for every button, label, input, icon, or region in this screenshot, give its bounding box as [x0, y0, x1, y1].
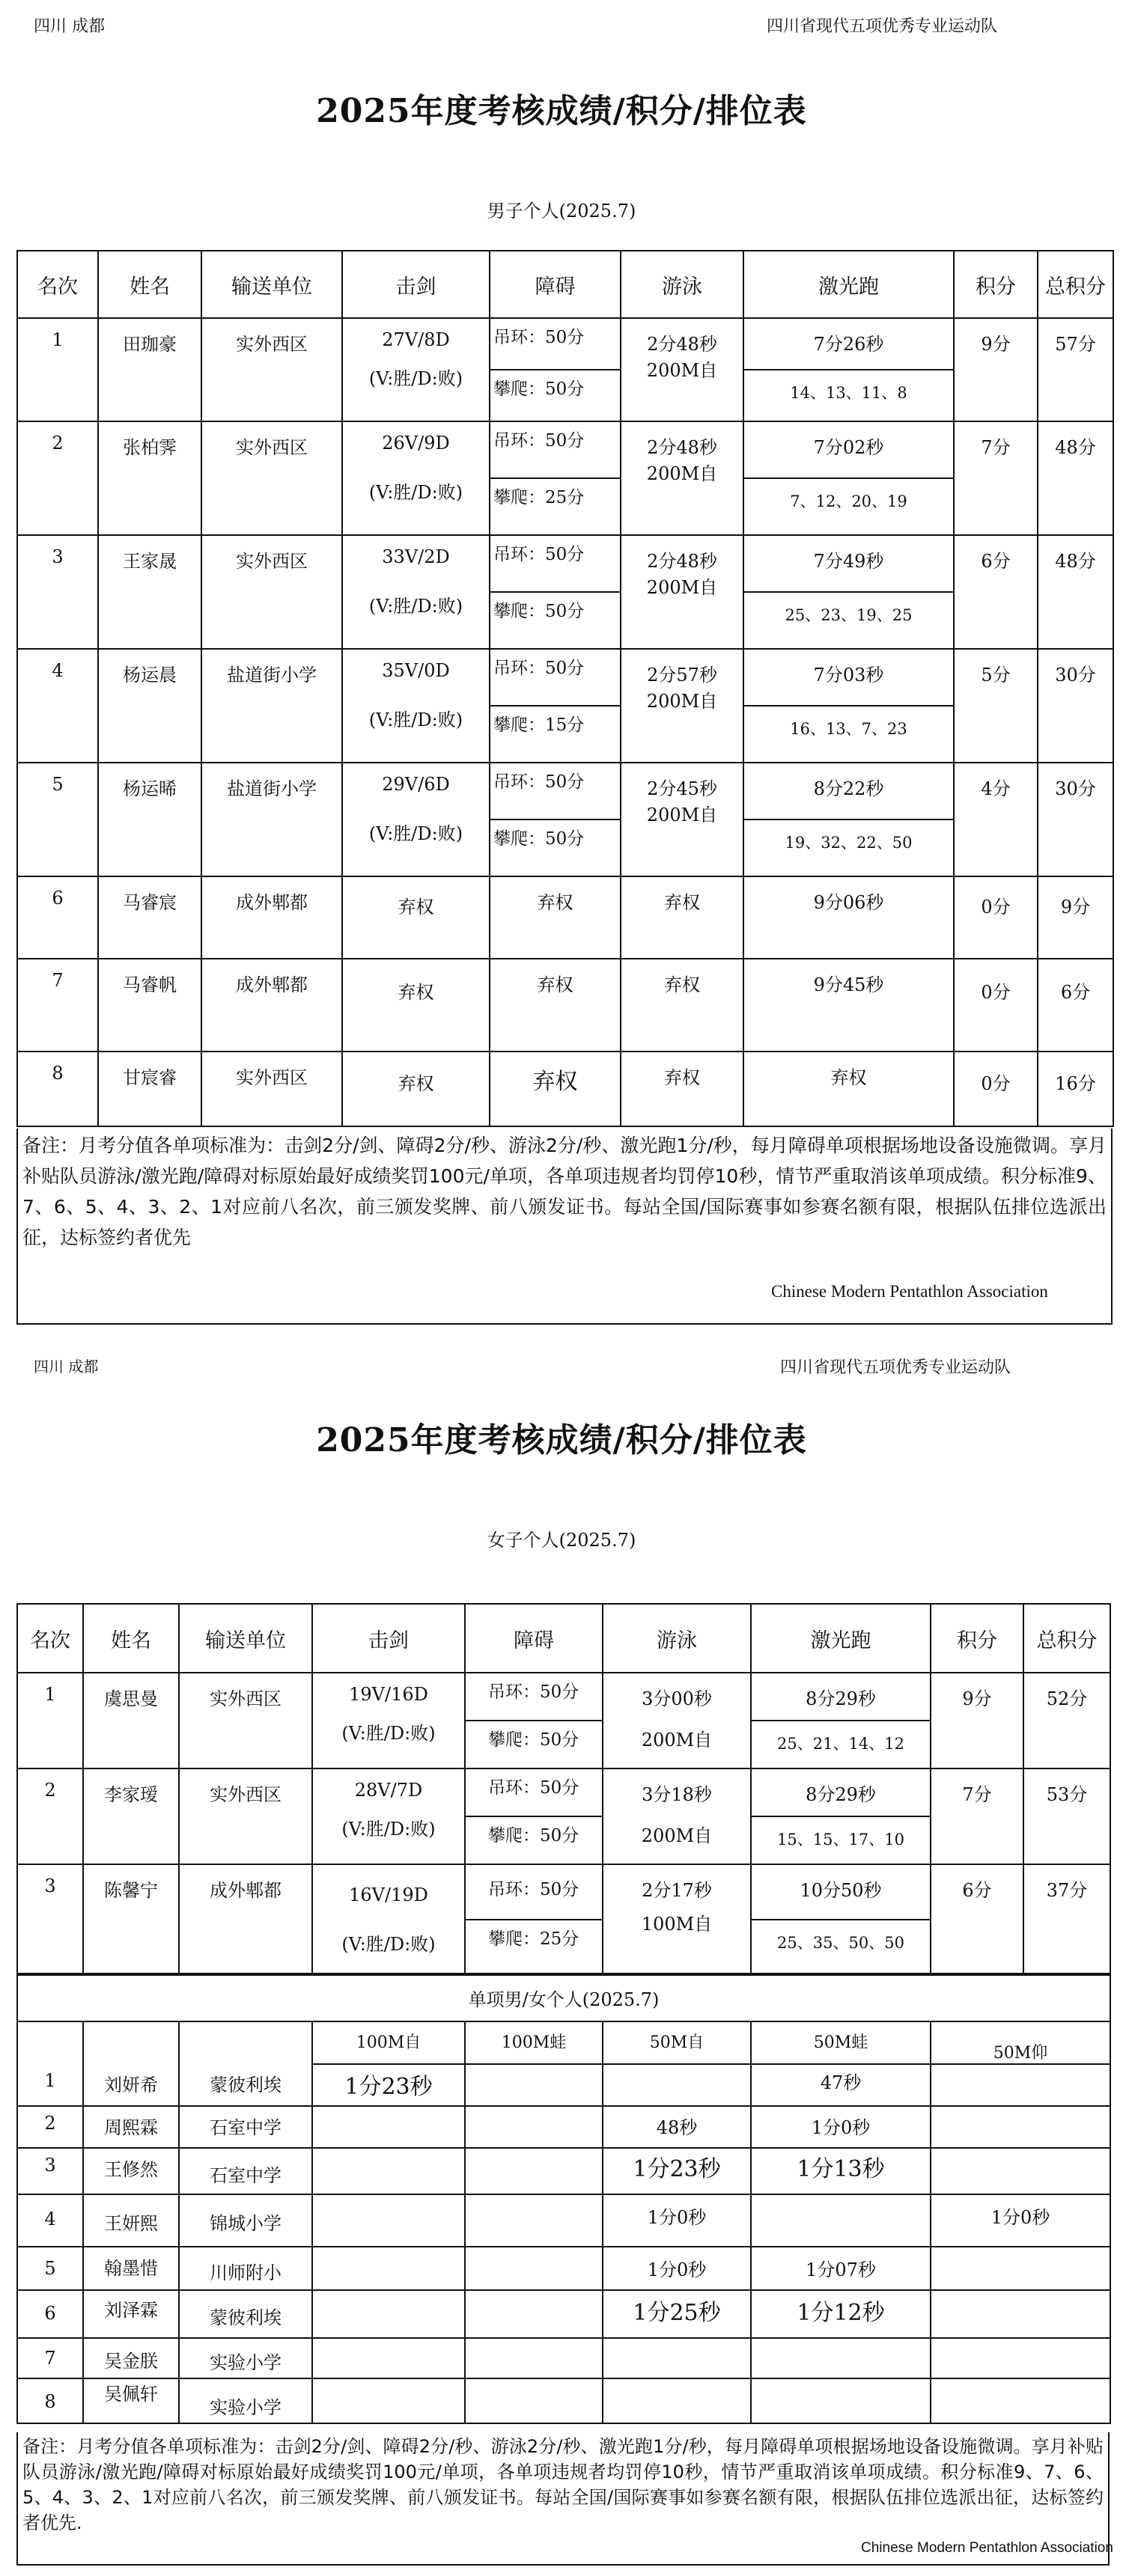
- table-row: [17, 876, 1113, 959]
- name-cell: 张柏霁: [98, 421, 201, 535]
- remarks-text: 备注：月考分值各单项标准为：击剑2分/剑、障碍2分/秒、游泳2分/秒、激光跑1分/秒，每月障碍单项根据场地设备设施微调。享月补贴队员游泳/激光跑/障碍对标原始最好成绩奖罚100元/单项，各单项违规者均罚停10秒，情节严重取消该单项成绩。积分标准9、7、6、5、4、3、2、1对应前八名次，前三颁发奖牌、前八颁发证书。每站全国/国际赛事如参赛名额有限，根据队伍排位选派出征，达标签约者优先.: [22, 2436, 1104, 2533]
- swim-event: 200M自: [646, 805, 718, 825]
- obstacle-rings: 吊环：50分: [490, 535, 621, 592]
- table-row: [17, 1052, 1113, 1126]
- obstacle-cell: 弃权: [490, 959, 621, 1052]
- result-100m-free: [312, 2106, 465, 2148]
- result-100m-breast: [465, 2247, 603, 2290]
- rank-cell: 4: [17, 649, 98, 763]
- obstacle-cell: 弃权: [490, 1052, 621, 1126]
- header-swim: 游泳: [603, 1604, 751, 1673]
- obstacle-climb: 攀爬：25分: [465, 1920, 603, 1975]
- single-section-title: 单项男/女个人(2025.7): [17, 1974, 1110, 2021]
- swim-cell: [603, 1673, 751, 1768]
- fencing-cell: [312, 1768, 465, 1864]
- result-100m-free: [312, 2194, 465, 2247]
- unit-cell: 石室中学: [179, 2148, 312, 2194]
- fencing-cell: [342, 763, 490, 876]
- laser-splits: 25、35、50、50: [751, 1920, 931, 1975]
- result-50m-breast: [751, 2378, 931, 2423]
- fencing-record: 33V/2D: [382, 546, 450, 567]
- swim-time: 3分18秒: [642, 1784, 712, 1805]
- total-cell: 30分: [1038, 763, 1113, 876]
- swim-event: 200M自: [646, 463, 718, 484]
- single-row: [17, 2378, 1110, 2423]
- obstacle-rings: 吊环：50分: [465, 1673, 603, 1721]
- name-cell: 甘宸睿: [98, 1052, 201, 1126]
- total-cell: 52分: [1023, 1673, 1110, 1768]
- name-cell: 王修然: [83, 2148, 179, 2194]
- table-header-row: [17, 1604, 1110, 1673]
- unit-cell: 石室中学: [179, 2106, 312, 2148]
- unit-cell: 实外西区: [201, 1052, 342, 1126]
- header-location: 四川 成都: [34, 17, 105, 36]
- result-100m-breast: [465, 2194, 603, 2247]
- swim-event: 200M自: [641, 1730, 713, 1751]
- single-row: [17, 2338, 1110, 2378]
- swim-time: 3分00秒: [642, 1688, 712, 1709]
- single-header-row: [17, 2021, 1110, 2064]
- rank-cell: 1: [17, 1673, 83, 1768]
- header-laser-run: 激光跑: [743, 251, 954, 318]
- result-50m-breast: 1分13秒: [751, 2148, 931, 2194]
- table-row: [17, 1864, 1110, 1920]
- swim-cell: [621, 318, 743, 421]
- single-events-table: [16, 1973, 1111, 2424]
- unit-cell: 实验小学: [179, 2378, 312, 2423]
- header-team: 四川省现代五项优秀专业运动队: [779, 1358, 1011, 1377]
- rank-cell: 8: [17, 2378, 83, 2423]
- single-row: [17, 2247, 1110, 2290]
- single-row: [17, 2106, 1110, 2148]
- result-100m-breast: [465, 2290, 603, 2338]
- fencing-record: 26V/9D: [382, 433, 450, 454]
- result-50m-breast: 47秒: [751, 2064, 931, 2106]
- header-100m-free: 100M自: [312, 2021, 465, 2064]
- result-50m-back: [931, 2106, 1110, 2148]
- unit-cell: 川师附小: [179, 2247, 312, 2290]
- rank-cell: 3: [17, 2148, 83, 2194]
- fencing-record: 35V/0D: [382, 660, 450, 681]
- result-100m-breast: [465, 2378, 603, 2423]
- result-50m-breast: 1分12秒: [751, 2290, 931, 2338]
- single-row: [17, 2290, 1110, 2338]
- rank-cell: 7: [17, 959, 98, 1052]
- result-50m-back: 1分0秒: [931, 2194, 1110, 2247]
- laser-time: 7分03秒: [743, 649, 954, 706]
- obstacle-climb: 攀爬：50分: [490, 820, 621, 876]
- unit-cell: 盐道街小学: [201, 763, 342, 876]
- result-100m-breast: [465, 2064, 603, 2106]
- fencing-cell: 弃权: [342, 959, 490, 1052]
- obstacle-climb: 攀爬：15分: [490, 706, 621, 763]
- result-100m-breast: [465, 2106, 603, 2148]
- men-results-table: [16, 250, 1114, 1127]
- swim-event: 100M自: [641, 1914, 713, 1935]
- laser-splits: 25、21、14、12: [751, 1721, 931, 1768]
- swim-cell: 弃权: [621, 1052, 743, 1126]
- name-cell: 刘泽霖: [83, 2290, 179, 2338]
- association-name: Chinese Modern Pentathlon Association: [861, 2540, 1113, 2556]
- laser-time: 8分29秒: [751, 1768, 931, 1816]
- points-cell: 0分: [954, 876, 1038, 959]
- result-50m-breast: [751, 2194, 931, 2247]
- points-cell: 0分: [954, 1052, 1038, 1126]
- name-cell: 杨运晨: [98, 649, 201, 763]
- swim-time: 2分48秒: [647, 437, 717, 458]
- table-row: [17, 649, 1113, 706]
- unit-cell: 实外西区: [179, 1768, 312, 1864]
- swim-cell: [621, 535, 743, 649]
- points-cell: 6分: [931, 1864, 1023, 1975]
- fencing-cell: [342, 318, 490, 421]
- swim-cell: [621, 421, 743, 535]
- table-subtitle: 男子个人(2025.7): [487, 201, 636, 222]
- fencing-cell: [342, 535, 490, 649]
- header-team: 四川省现代五项优秀专业运动队: [766, 17, 997, 36]
- result-50m-back: [931, 2064, 1110, 2106]
- unit-cell: 成外郫都: [201, 876, 342, 959]
- name-cell: 田珈豪: [98, 318, 201, 421]
- women-results-table: [16, 1603, 1111, 1976]
- fencing-record: 19V/16D: [349, 1684, 428, 1705]
- obstacle-rings: 吊环：50分: [490, 421, 621, 478]
- result-50m-free: 1分0秒: [603, 2194, 751, 2247]
- header-50m-back: 50M仰: [931, 2021, 1110, 2064]
- header-location: 四川 成都: [34, 1358, 99, 1376]
- laser-cell: 9分45秒: [743, 959, 954, 1052]
- swim-cell: [603, 1864, 751, 1975]
- fencing-legend: (V:胜/D:败): [341, 1723, 436, 1744]
- name-cell: 吴金朕: [83, 2338, 179, 2378]
- total-cell: 30分: [1038, 649, 1113, 763]
- name-cell: 翰墨惜: [83, 2247, 179, 2290]
- name-cell: 马睿帆: [98, 959, 201, 1052]
- total-cell: 48分: [1038, 421, 1113, 535]
- rank-cell: 1: [17, 2021, 83, 2106]
- table-subtitle: 女子个人(2025.7): [487, 1530, 636, 1551]
- result-100m-free: [312, 2290, 465, 2338]
- name-cell: 杨运晞: [98, 763, 201, 876]
- laser-splits: 16、13、7、23: [743, 706, 954, 763]
- swim-cell: [603, 1768, 751, 1864]
- points-cell: 6分: [954, 535, 1038, 649]
- single-title-row: [17, 1974, 1110, 2021]
- laser-splits: 7、12、20、19: [743, 478, 954, 535]
- result-50m-free: [603, 2338, 751, 2378]
- result-50m-back: [931, 2290, 1110, 2338]
- obstacle-rings: 吊环：50分: [490, 649, 621, 706]
- single-row: [17, 2148, 1110, 2194]
- header-rank: 名次: [17, 1604, 83, 1673]
- rank-cell: 8: [17, 1052, 98, 1126]
- fencing-legend: (V:胜/D:败): [368, 823, 463, 844]
- points-cell: 7分: [931, 1768, 1023, 1864]
- laser-splits: 15、15、17、10: [751, 1816, 931, 1864]
- unit-cell: 实外西区: [201, 318, 342, 421]
- rank-cell: 3: [17, 535, 98, 649]
- name-cell: 王妍熙: [83, 2194, 179, 2247]
- laser-splits: 19、32、22、50: [743, 820, 954, 876]
- unit-cell: 盐道街小学: [201, 649, 342, 763]
- total-cell: 57分: [1038, 318, 1113, 421]
- result-100m-free: [312, 2338, 465, 2378]
- rank-cell: 4: [17, 2194, 83, 2247]
- header-fencing: 击剑: [342, 251, 490, 318]
- swim-cell: 弃权: [621, 876, 743, 959]
- header-total: 总积分: [1023, 1604, 1110, 1673]
- swim-cell: [621, 763, 743, 876]
- table-header-row: [17, 251, 1113, 318]
- result-50m-free: 1分25秒: [603, 2290, 751, 2338]
- unit-cell: 实外西区: [179, 1673, 312, 1768]
- header-rank: 名次: [17, 251, 98, 318]
- unit-cell: 实验小学: [179, 2338, 312, 2378]
- header-50m-free: 50M自: [603, 2021, 751, 2064]
- name-cell: 周熙霖: [83, 2106, 179, 2148]
- total-cell: 16分: [1038, 1052, 1113, 1126]
- name-cell: 王家晟: [98, 535, 201, 649]
- rank-cell: 2: [17, 2106, 83, 2148]
- header-50m-breast: 50M蛙: [751, 2021, 931, 2064]
- header-unit: 输送单位: [201, 251, 342, 318]
- result-50m-free: 1分23秒: [603, 2148, 751, 2194]
- result-50m-free: [603, 2064, 751, 2106]
- swim-event: 200M自: [646, 577, 718, 598]
- swim-time: 2分48秒: [647, 551, 717, 572]
- unit-cell: 蒙彼利埃: [179, 2021, 312, 2106]
- header-total: 总积分: [1038, 251, 1113, 318]
- unit-cell: 成外郫都: [201, 959, 342, 1052]
- fencing-legend: (V:胜/D:败): [368, 368, 463, 389]
- page-title: 2025年度考核成绩/积分/排位表: [316, 92, 807, 130]
- laser-time: 10分50秒: [751, 1864, 931, 1920]
- table-row: [17, 318, 1113, 370]
- result-100m-breast: [465, 2148, 603, 2194]
- fencing-legend: (V:胜/D:败): [341, 1934, 436, 1955]
- obstacle-rings: 吊环：50分: [465, 1864, 603, 1920]
- rank-cell: 5: [17, 763, 98, 876]
- unit-cell: 实外西区: [201, 535, 342, 649]
- swim-time: 2分17秒: [642, 1880, 712, 1901]
- unit-cell: 实外西区: [201, 421, 342, 535]
- obstacle-climb: 攀爬：25分: [490, 478, 621, 535]
- table-row: [17, 1768, 1110, 1816]
- points-cell: 9分: [931, 1673, 1023, 1768]
- points-cell: 0分: [954, 959, 1038, 1052]
- total-cell: 48分: [1038, 535, 1113, 649]
- points-cell: 5分: [954, 649, 1038, 763]
- name-cell: 虞思曼: [83, 1673, 179, 1768]
- unit-cell: 成外郫都: [179, 1864, 312, 1975]
- unit-cell: 锦城小学: [179, 2194, 312, 2247]
- rank-cell: 5: [17, 2247, 83, 2290]
- fencing-record: 16V/19D: [349, 1884, 428, 1905]
- laser-cell: 9分06秒: [743, 876, 954, 959]
- header-points: 积分: [954, 251, 1038, 318]
- table-row: [17, 959, 1113, 1052]
- page-title: 2025年度考核成绩/积分/排位表: [316, 1421, 807, 1459]
- points-cell: 9分: [954, 318, 1038, 421]
- laser-time: 8分29秒: [751, 1673, 931, 1721]
- name-cell: 陈馨宁: [83, 1864, 179, 1975]
- single-row: [17, 2194, 1110, 2247]
- header-fencing: 击剑: [312, 1604, 465, 1673]
- result-100m-breast: [465, 2338, 603, 2378]
- obstacle-climb: 攀爬：50分: [465, 1721, 603, 1768]
- total-cell: 9分: [1038, 876, 1113, 959]
- header-obstacle: 障碍: [465, 1604, 603, 1673]
- fencing-record: 29V/6D: [382, 774, 450, 795]
- result-100m-free: 1分23秒: [312, 2064, 465, 2106]
- total-cell: 53分: [1023, 1768, 1110, 1864]
- header-obstacle: 障碍: [490, 251, 621, 318]
- fencing-cell: 弃权: [342, 1052, 490, 1126]
- fencing-cell: [312, 1864, 465, 1975]
- result-50m-back: [931, 2148, 1110, 2194]
- rank-cell: 6: [17, 2290, 83, 2338]
- fencing-legend: (V:胜/D:败): [368, 482, 463, 503]
- laser-time: 8分22秒: [743, 763, 954, 820]
- obstacle-rings: 吊环：50分: [490, 318, 621, 370]
- result-50m-back: [931, 2378, 1110, 2423]
- table-row: [17, 1673, 1110, 1721]
- laser-time: 7分49秒: [743, 535, 954, 592]
- fencing-cell: [312, 1673, 465, 1768]
- page-2: [0, 1340, 1123, 2576]
- swim-event: 200M自: [641, 1825, 713, 1846]
- rank-cell: 2: [17, 1768, 83, 1864]
- result-100m-free: [312, 2247, 465, 2290]
- swim-time: 2分45秒: [647, 778, 717, 799]
- swim-time: 2分57秒: [647, 665, 717, 686]
- swim-event: 200M自: [646, 691, 718, 712]
- rank-cell: 1: [17, 318, 98, 421]
- header-100m-breast: 100M蛙: [465, 2021, 603, 2064]
- obstacle-rings: 吊环：50分: [465, 1768, 603, 1816]
- header-points: 积分: [931, 1604, 1023, 1673]
- swim-cell: [621, 649, 743, 763]
- unit-cell: 蒙彼利埃: [179, 2290, 312, 2338]
- laser-time: 7分02秒: [743, 421, 954, 478]
- name-cell: 吴佩轩: [83, 2378, 179, 2423]
- obstacle-climb: 攀爬：50分: [490, 370, 621, 421]
- total-cell: 6分: [1038, 959, 1113, 1052]
- rank-cell: 6: [17, 876, 98, 959]
- swim-cell: 弃权: [621, 959, 743, 1052]
- points-cell: 7分: [954, 421, 1038, 535]
- result-50m-free: 1分0秒: [603, 2247, 751, 2290]
- laser-splits: 14、13、11、8: [743, 370, 954, 421]
- result-100m-free: [312, 2378, 465, 2423]
- name-cell: 马睿宸: [98, 876, 201, 959]
- fencing-legend: (V:胜/D:败): [341, 1819, 436, 1840]
- result-50m-breast: 1分0秒: [751, 2106, 931, 2148]
- swim-time: 2分48秒: [647, 334, 717, 355]
- remarks-text: 备注：月考分值各单项标准为：击剑2分/剑、障碍2分/秒、游泳2分/秒、激光跑1分/秒，每月障碍单项根据场地设备设施微调。享月补贴队员游泳/激光跑/障碍对标原始最好成绩奖罚100元/单项，各单项违规者均罚停10秒，情节严重取消该单项成绩。积分标准9、7、6、5、4、3、2、1对应前八名次，前三颁发奖牌、前八颁发证书。每站全国/国际赛事如参赛名额有限，根据队伍排位选派出征，达标签约者优先: [22, 1135, 1107, 1248]
- result-50m-breast: 1分07秒: [751, 2247, 931, 2290]
- fencing-cell: [342, 649, 490, 763]
- table-row: [17, 763, 1113, 820]
- header-name: 姓名: [98, 251, 201, 318]
- table-row: [17, 421, 1113, 478]
- association-name: Chinese Modern Pentathlon Association: [771, 1282, 1048, 1301]
- obstacle-climb: 攀爬：50分: [465, 1816, 603, 1864]
- laser-time: 7分26秒: [743, 318, 954, 370]
- result-50m-free: [603, 2378, 751, 2423]
- laser-splits: 25、23、19、25: [743, 592, 954, 649]
- obstacle-cell: 弃权: [490, 876, 621, 959]
- fencing-cell: [342, 421, 490, 535]
- result-100m-free: [312, 2148, 465, 2194]
- fencing-legend: (V:胜/D:败): [368, 596, 463, 617]
- rank-cell: 7: [17, 2338, 83, 2378]
- rank-cell: 2: [17, 421, 98, 535]
- result-50m-free: 48秒: [603, 2106, 751, 2148]
- result-50m-back: [931, 2247, 1110, 2290]
- header-laser-run: 激光跑: [751, 1604, 931, 1673]
- name-cell: 李家瑷: [83, 1768, 179, 1864]
- fencing-cell: 弃权: [342, 876, 490, 959]
- obstacle-climb: 攀爬：50分: [490, 592, 621, 649]
- rank-cell: 3: [17, 1864, 83, 1975]
- fencing-record: 27V/8D: [382, 329, 450, 350]
- header-swim: 游泳: [621, 251, 743, 318]
- name-cell: 刘妍希: [83, 2021, 179, 2106]
- total-cell: 37分: [1023, 1864, 1110, 1975]
- swim-event: 200M自: [646, 360, 718, 381]
- header-name: 姓名: [83, 1604, 179, 1673]
- laser-cell: 弃权: [743, 1052, 954, 1126]
- header-unit: 输送单位: [179, 1604, 312, 1673]
- points-cell: 4分: [954, 763, 1038, 876]
- obstacle-rings: 吊环：50分: [490, 763, 621, 820]
- result-50m-breast: [751, 2338, 931, 2378]
- table-row: [17, 535, 1113, 592]
- fencing-legend: (V:胜/D:败): [368, 709, 463, 730]
- fencing-record: 28V/7D: [354, 1780, 423, 1801]
- result-50m-back: [931, 2338, 1110, 2378]
